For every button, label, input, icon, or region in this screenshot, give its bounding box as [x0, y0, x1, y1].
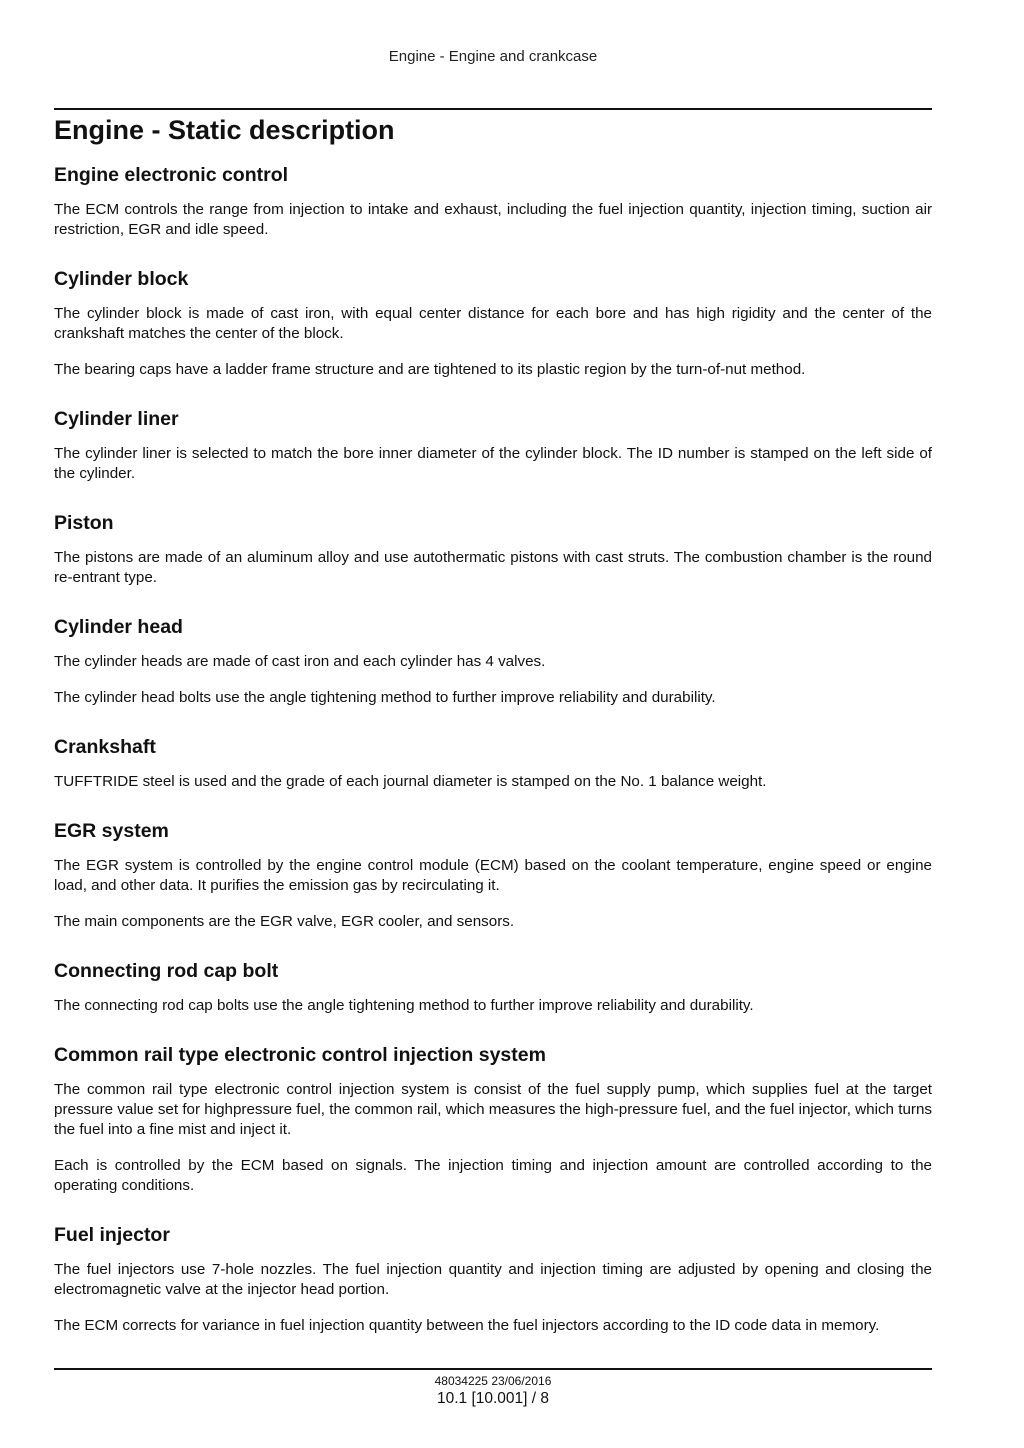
section-heading: Piston	[54, 512, 114, 534]
paragraph: Each is controlled by the ECM based on signals. The injection timing and injection amount are controlled according to the operating conditions.	[54, 1157, 932, 1194]
section-heading: Connecting rod cap bolt	[54, 960, 279, 982]
section	[54, 162, 932, 240]
section-heading: Crankshaft	[54, 736, 156, 758]
section-heading: Cylinder liner	[54, 408, 179, 430]
paragraph: The common rail type electronic control injection system is consist of the fuel supply pump, which supplies fuel at the target pressure value set for highpressure fuel, the common rail, which measures the high-pressure fuel, and the fuel injector, which turns the fuel into a fine mist and inject it.	[54, 1081, 932, 1138]
section-heading: Cylinder head	[54, 616, 183, 638]
paragraph: The EGR system is controlled by the engine control module (ECM) based on the coolant temperature, engine speed or engine load, and other data. It purifies the emission gas by recirculating it.	[54, 857, 932, 894]
section	[54, 604, 932, 708]
paragraph: The cylinder block is made of cast iron, with equal center distance for each bore and has high rigidity and the center of the crankshaft matches the center of the block.	[54, 305, 932, 342]
section	[54, 948, 932, 1016]
paragraph: The pistons are made of an aluminum alloy and use autothermatic pistons with cast struts. The combustion chamber is the round re-entrant type.	[54, 549, 932, 586]
section-heading: Fuel injector	[54, 1224, 170, 1246]
section-heading: Engine electronic control	[54, 164, 289, 186]
paragraph: The cylinder liner is selected to match the bore inner diameter of the cylinder block. The ID number is stamped on the left side of the cylinder.	[54, 445, 932, 482]
paragraph: The bearing caps have a ladder frame structure and are tightened to its plastic region by the turn-of-nut method.	[54, 361, 806, 378]
page-content	[54, 112, 932, 1352]
footer-page-reference: 10.1 [10.001] / 8	[436, 1390, 550, 1407]
paragraph: The connecting rod cap bolts use the angle tightening method to further improve reliability and durability.	[54, 997, 754, 1014]
header-divider	[54, 108, 932, 110]
sections-container	[54, 162, 932, 1336]
section	[54, 256, 932, 380]
section-heading: EGR system	[54, 820, 169, 842]
running-header: Engine - Engine and crankcase	[388, 48, 598, 65]
section	[54, 500, 932, 588]
footer-divider	[54, 1368, 932, 1370]
section-heading: Common rail type electronic control injection system	[54, 1044, 546, 1066]
footer-doc-id: 48034225 23/06/2016	[434, 1374, 552, 1388]
section	[54, 1212, 932, 1336]
section	[54, 396, 932, 484]
section	[54, 724, 932, 792]
section	[54, 1032, 932, 1196]
paragraph: The fuel injectors use 7-hole nozzles. The fuel injection quantity and injection timing are adjusted by opening and closing the electromagnetic valve at the injector head portion.	[54, 1261, 932, 1298]
page-title: Engine - Static description	[54, 115, 395, 145]
paragraph: The cylinder heads are made of cast iron and each cylinder has 4 valves.	[54, 653, 546, 670]
paragraph: The main components are the EGR valve, EGR cooler, and sensors.	[54, 913, 515, 930]
paragraph: The cylinder head bolts use the angle tightening method to further improve reliability and durability.	[54, 689, 716, 706]
paragraph: TUFFTRIDE steel is used and the grade of each journal diameter is stamped on the No. 1 balance weight.	[54, 773, 767, 790]
paragraph: The ECM controls the range from injection to intake and exhaust, including the fuel injection quantity, injection timing, suction air restriction, EGR and idle speed.	[54, 201, 932, 238]
paragraph: The ECM corrects for variance in fuel injection quantity between the fuel injectors according to the ID code data in memory.	[54, 1317, 880, 1334]
section-heading: Cylinder block	[54, 268, 189, 290]
section	[54, 808, 932, 932]
